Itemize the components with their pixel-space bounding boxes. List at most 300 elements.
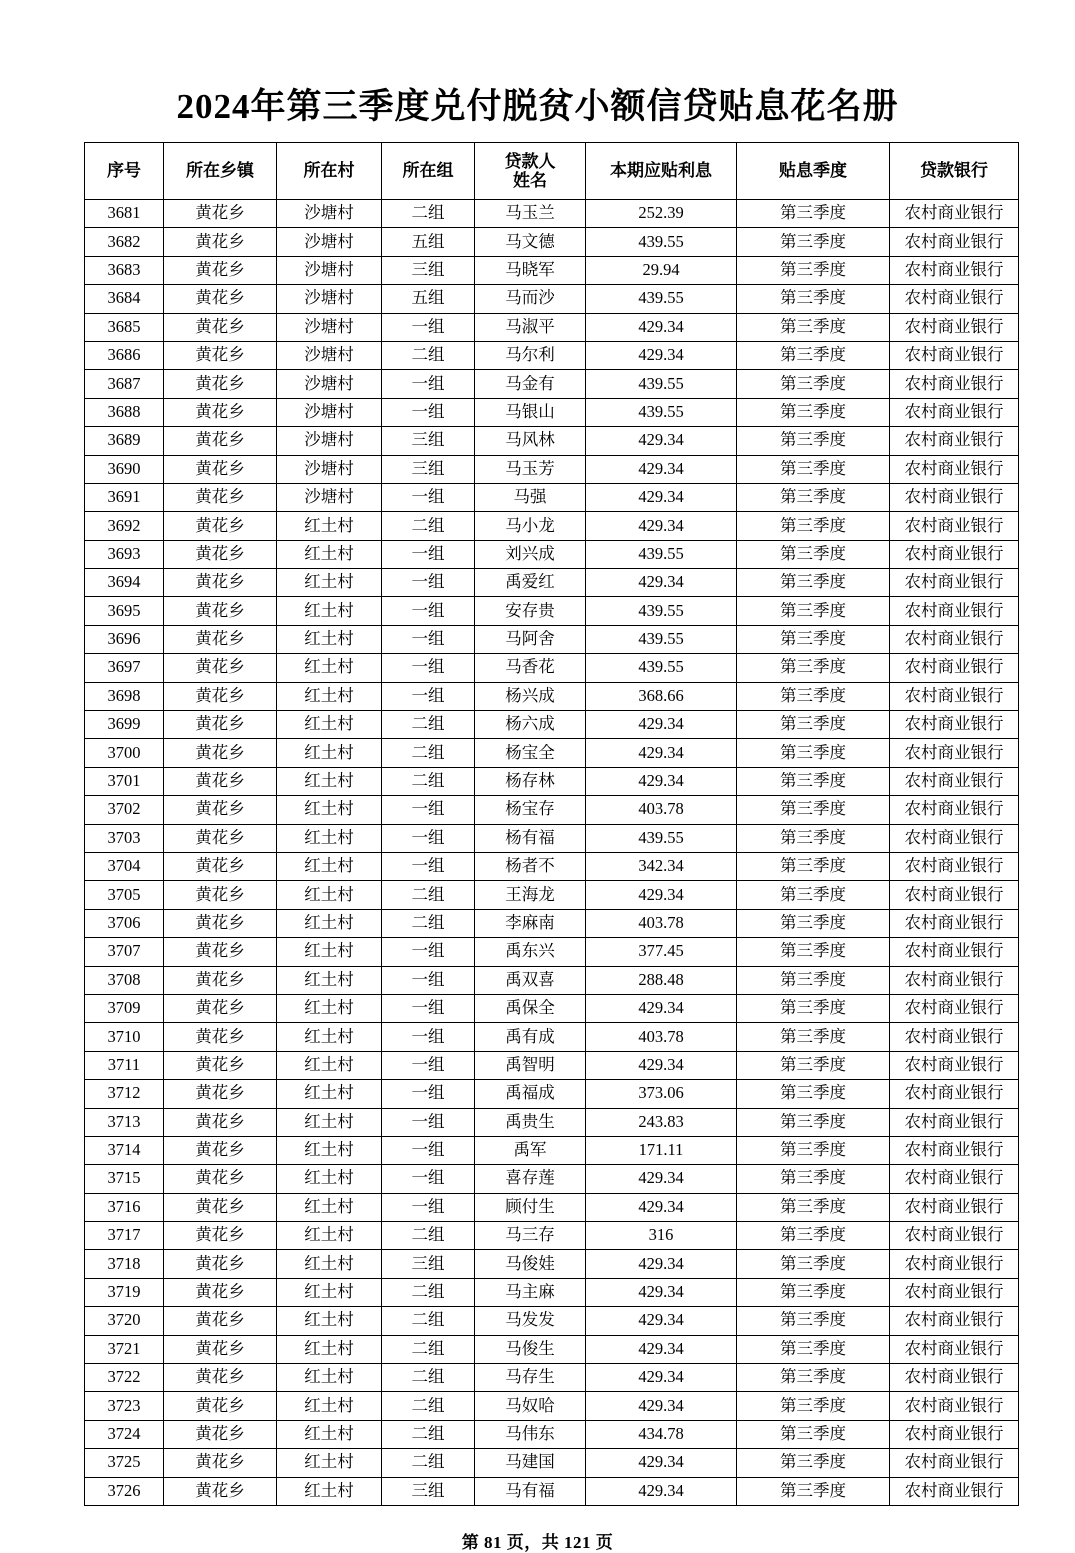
cell-borrower-name: 马奴哈 (475, 1392, 586, 1420)
cell-season: 第三季度 (737, 569, 890, 597)
cell-amount: 429.34 (586, 1449, 737, 1477)
cell-village: 红土村 (277, 1364, 382, 1392)
cell-season: 第三季度 (737, 200, 890, 228)
cell-bank: 农村商业银行 (890, 256, 1019, 284)
table-row (85, 200, 1019, 228)
cell-no: 3699 (85, 711, 164, 739)
cell-group: 一组 (382, 938, 475, 966)
cell-group: 一组 (382, 597, 475, 625)
cell-bank: 农村商业银行 (890, 200, 1019, 228)
cell-amount: 439.55 (586, 625, 737, 653)
cell-no: 3720 (85, 1307, 164, 1335)
cell-town: 黄花乡 (164, 1477, 277, 1505)
cell-no: 3695 (85, 597, 164, 625)
cell-group: 一组 (382, 1165, 475, 1193)
cell-borrower-name: 杨者不 (475, 852, 586, 880)
cell-village: 红土村 (277, 1335, 382, 1363)
cell-group: 一组 (382, 483, 475, 511)
cell-borrower-name: 马玉芳 (475, 455, 586, 483)
cell-season: 第三季度 (737, 256, 890, 284)
table-row (85, 1165, 1019, 1193)
cell-no: 3684 (85, 285, 164, 313)
cell-town: 黄花乡 (164, 228, 277, 256)
cell-town: 黄花乡 (164, 597, 277, 625)
table-row (85, 370, 1019, 398)
column-header-town: 所在乡镇 (164, 143, 277, 200)
cell-village: 红土村 (277, 994, 382, 1022)
cell-amount: 429.34 (586, 739, 737, 767)
cell-group: 一组 (382, 625, 475, 653)
cell-borrower-name: 杨宝全 (475, 739, 586, 767)
cell-no: 3698 (85, 682, 164, 710)
table-row (85, 398, 1019, 426)
column-header-amount: 本期应贴利息 (586, 143, 737, 200)
cell-season: 第三季度 (737, 767, 890, 795)
cell-season: 第三季度 (737, 824, 890, 852)
cell-amount: 429.34 (586, 994, 737, 1022)
table-row (85, 1250, 1019, 1278)
cell-no: 3704 (85, 852, 164, 880)
cell-amount: 439.55 (586, 540, 737, 568)
cell-borrower-name: 马强 (475, 483, 586, 511)
cell-bank: 农村商业银行 (890, 313, 1019, 341)
cell-village: 红土村 (277, 909, 382, 937)
cell-amount: 342.34 (586, 852, 737, 880)
cell-borrower-name: 禹东兴 (475, 938, 586, 966)
cell-borrower-name: 马风林 (475, 427, 586, 455)
cell-amount: 429.34 (586, 1477, 737, 1505)
table-row (85, 1420, 1019, 1448)
cell-amount: 429.34 (586, 427, 737, 455)
cell-village: 红土村 (277, 796, 382, 824)
table-row (85, 682, 1019, 710)
table-row (85, 512, 1019, 540)
cell-amount: 439.55 (586, 285, 737, 313)
cell-amount: 403.78 (586, 1023, 737, 1051)
cell-season: 第三季度 (737, 228, 890, 256)
cell-amount: 439.55 (586, 824, 737, 852)
column-header-borrower-name-line2: 姓名 (513, 171, 547, 190)
cell-no: 3724 (85, 1420, 164, 1448)
cell-bank: 农村商业银行 (890, 654, 1019, 682)
cell-town: 黄花乡 (164, 1250, 277, 1278)
cell-village: 红土村 (277, 824, 382, 852)
cell-village: 红土村 (277, 625, 382, 653)
cell-town: 黄花乡 (164, 881, 277, 909)
cell-season: 第三季度 (737, 654, 890, 682)
cell-season: 第三季度 (737, 483, 890, 511)
cell-amount: 368.66 (586, 682, 737, 710)
table-row (85, 1136, 1019, 1164)
cell-bank: 农村商业银行 (890, 1222, 1019, 1250)
cell-amount: 439.55 (586, 370, 737, 398)
cell-amount: 316 (586, 1222, 737, 1250)
cell-season: 第三季度 (737, 1278, 890, 1306)
cell-no: 3715 (85, 1165, 164, 1193)
cell-town: 黄花乡 (164, 824, 277, 852)
cell-amount: 252.39 (586, 200, 737, 228)
table-row (85, 1449, 1019, 1477)
cell-no: 3689 (85, 427, 164, 455)
cell-bank: 农村商业银行 (890, 852, 1019, 880)
cell-town: 黄花乡 (164, 682, 277, 710)
cell-no: 3702 (85, 796, 164, 824)
cell-group: 三组 (382, 1477, 475, 1505)
cell-borrower-name: 马俊生 (475, 1335, 586, 1363)
cell-no: 3710 (85, 1023, 164, 1051)
cell-borrower-name: 杨六成 (475, 711, 586, 739)
cell-village: 红土村 (277, 569, 382, 597)
table-row (85, 569, 1019, 597)
column-header-season: 贴息季度 (737, 143, 890, 200)
cell-no: 3708 (85, 966, 164, 994)
cell-bank: 农村商业银行 (890, 767, 1019, 795)
cell-town: 黄花乡 (164, 1364, 277, 1392)
table-row (85, 1023, 1019, 1051)
cell-bank: 农村商业银行 (890, 398, 1019, 426)
cell-borrower-name: 安存贵 (475, 597, 586, 625)
table-row (85, 455, 1019, 483)
cell-borrower-name: 马阿舍 (475, 625, 586, 653)
cell-borrower-name: 杨宝存 (475, 796, 586, 824)
cell-no: 3725 (85, 1449, 164, 1477)
cell-season: 第三季度 (737, 512, 890, 540)
cell-season: 第三季度 (737, 1307, 890, 1335)
cell-group: 三组 (382, 256, 475, 284)
cell-village: 沙塘村 (277, 285, 382, 313)
cell-town: 黄花乡 (164, 1449, 277, 1477)
cell-no: 3685 (85, 313, 164, 341)
cell-village: 红土村 (277, 654, 382, 682)
cell-group: 二组 (382, 1278, 475, 1306)
cell-group: 一组 (382, 1023, 475, 1051)
cell-village: 红土村 (277, 1392, 382, 1420)
cell-borrower-name: 顾付生 (475, 1193, 586, 1221)
cell-no: 3692 (85, 512, 164, 540)
cell-town: 黄花乡 (164, 1392, 277, 1420)
cell-no: 3703 (85, 824, 164, 852)
cell-village: 红土村 (277, 512, 382, 540)
cell-bank: 农村商业银行 (890, 1193, 1019, 1221)
cell-amount: 429.34 (586, 1364, 737, 1392)
column-header-borrower-name (475, 143, 586, 200)
cell-no: 3711 (85, 1051, 164, 1079)
cell-season: 第三季度 (737, 1392, 890, 1420)
cell-borrower-name: 禹智明 (475, 1051, 586, 1079)
cell-season: 第三季度 (737, 597, 890, 625)
column-header-bank: 贷款银行 (890, 143, 1019, 200)
cell-group: 二组 (382, 1222, 475, 1250)
cell-group: 一组 (382, 540, 475, 568)
cell-town: 黄花乡 (164, 398, 277, 426)
cell-village: 沙塘村 (277, 455, 382, 483)
cell-borrower-name: 禹福成 (475, 1080, 586, 1108)
cell-group: 一组 (382, 1108, 475, 1136)
table-row (85, 1051, 1019, 1079)
cell-season: 第三季度 (737, 1080, 890, 1108)
cell-season: 第三季度 (737, 1136, 890, 1164)
cell-no: 3697 (85, 654, 164, 682)
cell-village: 红土村 (277, 711, 382, 739)
cell-borrower-name: 刘兴成 (475, 540, 586, 568)
cell-amount: 429.34 (586, 1250, 737, 1278)
cell-group: 一组 (382, 654, 475, 682)
cell-no: 3706 (85, 909, 164, 937)
cell-season: 第三季度 (737, 540, 890, 568)
table-row (85, 341, 1019, 369)
cell-amount: 439.55 (586, 654, 737, 682)
cell-amount: 429.34 (586, 455, 737, 483)
cell-bank: 农村商业银行 (890, 909, 1019, 937)
cell-no: 3701 (85, 767, 164, 795)
cell-town: 黄花乡 (164, 512, 277, 540)
cell-village: 红土村 (277, 682, 382, 710)
cell-no: 3714 (85, 1136, 164, 1164)
cell-season: 第三季度 (737, 682, 890, 710)
cell-group: 一组 (382, 1051, 475, 1079)
cell-borrower-name: 马有福 (475, 1477, 586, 1505)
cell-town: 黄花乡 (164, 1222, 277, 1250)
cell-bank: 农村商业银行 (890, 370, 1019, 398)
cell-borrower-name: 马淑平 (475, 313, 586, 341)
cell-amount: 429.34 (586, 1051, 737, 1079)
cell-town: 黄花乡 (164, 540, 277, 568)
cell-amount: 403.78 (586, 909, 737, 937)
cell-borrower-name: 喜存莲 (475, 1165, 586, 1193)
cell-season: 第三季度 (737, 852, 890, 880)
cell-borrower-name: 王海龙 (475, 881, 586, 909)
cell-town: 黄花乡 (164, 1023, 277, 1051)
cell-no: 3726 (85, 1477, 164, 1505)
cell-village: 沙塘村 (277, 427, 382, 455)
cell-amount: 403.78 (586, 796, 737, 824)
table-header-row (85, 143, 1019, 200)
table-row (85, 966, 1019, 994)
cell-no: 3721 (85, 1335, 164, 1363)
cell-bank: 农村商业银行 (890, 1364, 1019, 1392)
cell-village: 红土村 (277, 1278, 382, 1306)
table-body (85, 200, 1019, 1506)
table-row (85, 1278, 1019, 1306)
cell-village: 红土村 (277, 1080, 382, 1108)
cell-group: 一组 (382, 313, 475, 341)
table-row (85, 881, 1019, 909)
cell-village: 沙塘村 (277, 370, 382, 398)
cell-amount: 429.34 (586, 711, 737, 739)
cell-bank: 农村商业银行 (890, 483, 1019, 511)
cell-no: 3693 (85, 540, 164, 568)
cell-town: 黄花乡 (164, 938, 277, 966)
cell-season: 第三季度 (737, 1051, 890, 1079)
table-row (85, 739, 1019, 767)
table-row (85, 654, 1019, 682)
cell-season: 第三季度 (737, 1165, 890, 1193)
cell-bank: 农村商业银行 (890, 1449, 1019, 1477)
cell-group: 二组 (382, 1364, 475, 1392)
cell-bank: 农村商业银行 (890, 711, 1019, 739)
cell-no: 3707 (85, 938, 164, 966)
cell-amount: 243.83 (586, 1108, 737, 1136)
cell-amount: 171.11 (586, 1136, 737, 1164)
table-row (85, 597, 1019, 625)
cell-village: 红土村 (277, 1023, 382, 1051)
cell-borrower-name: 禹爱红 (475, 569, 586, 597)
cell-bank: 农村商业银行 (890, 1051, 1019, 1079)
cell-season: 第三季度 (737, 938, 890, 966)
cell-town: 黄花乡 (164, 285, 277, 313)
cell-group: 二组 (382, 1335, 475, 1363)
cell-group: 二组 (382, 909, 475, 937)
cell-bank: 农村商业银行 (890, 938, 1019, 966)
cell-village: 红土村 (277, 1307, 382, 1335)
page-title: 2024年第三季度兑付脱贫小额信贷贴息花名册 (176, 87, 899, 126)
cell-season: 第三季度 (737, 711, 890, 739)
table-row (85, 852, 1019, 880)
cell-bank: 农村商业银行 (890, 540, 1019, 568)
cell-bank: 农村商业银行 (890, 1477, 1019, 1505)
cell-no: 3683 (85, 256, 164, 284)
cell-borrower-name: 马尔利 (475, 341, 586, 369)
cell-no: 3691 (85, 483, 164, 511)
cell-village: 红土村 (277, 597, 382, 625)
cell-group: 二组 (382, 739, 475, 767)
cell-season: 第三季度 (737, 625, 890, 653)
cell-amount: 429.34 (586, 767, 737, 795)
cell-season: 第三季度 (737, 1222, 890, 1250)
cell-bank: 农村商业银行 (890, 739, 1019, 767)
cell-town: 黄花乡 (164, 370, 277, 398)
page-footer: 第 81 页，共 121 页 (461, 1532, 614, 1552)
cell-borrower-name: 马发发 (475, 1307, 586, 1335)
cell-group: 一组 (382, 824, 475, 852)
table-row (85, 313, 1019, 341)
cell-group: 二组 (382, 711, 475, 739)
cell-village: 红土村 (277, 1193, 382, 1221)
cell-no: 3722 (85, 1364, 164, 1392)
cell-town: 黄花乡 (164, 569, 277, 597)
cell-village: 沙塘村 (277, 256, 382, 284)
cell-season: 第三季度 (737, 1193, 890, 1221)
cell-borrower-name: 杨存林 (475, 767, 586, 795)
cell-town: 黄花乡 (164, 1136, 277, 1164)
table-row (85, 1193, 1019, 1221)
cell-borrower-name: 禹有成 (475, 1023, 586, 1051)
cell-village: 红土村 (277, 881, 382, 909)
cell-group: 一组 (382, 966, 475, 994)
table-row (85, 1222, 1019, 1250)
cell-group: 二组 (382, 767, 475, 795)
cell-village: 红土村 (277, 1051, 382, 1079)
cell-group: 二组 (382, 1307, 475, 1335)
cell-town: 黄花乡 (164, 455, 277, 483)
table-row (85, 1080, 1019, 1108)
cell-town: 黄花乡 (164, 1307, 277, 1335)
cell-bank: 农村商业银行 (890, 512, 1019, 540)
cell-group: 一组 (382, 994, 475, 1022)
cell-amount: 288.48 (586, 966, 737, 994)
cell-season: 第三季度 (737, 1477, 890, 1505)
cell-borrower-name: 杨兴成 (475, 682, 586, 710)
cell-group: 三组 (382, 1250, 475, 1278)
table-row (85, 767, 1019, 795)
cell-no: 3700 (85, 739, 164, 767)
cell-group: 二组 (382, 1420, 475, 1448)
subsidy-roster-table (84, 142, 1019, 1506)
cell-group: 五组 (382, 228, 475, 256)
cell-group: 二组 (382, 1392, 475, 1420)
cell-town: 黄花乡 (164, 341, 277, 369)
cell-season: 第三季度 (737, 994, 890, 1022)
cell-no: 3709 (85, 994, 164, 1022)
cell-no: 3716 (85, 1193, 164, 1221)
cell-season: 第三季度 (737, 1335, 890, 1363)
cell-borrower-name: 禹双喜 (475, 966, 586, 994)
cell-town: 黄花乡 (164, 966, 277, 994)
cell-borrower-name: 马香花 (475, 654, 586, 682)
cell-group: 一组 (382, 1080, 475, 1108)
cell-no: 3719 (85, 1278, 164, 1306)
cell-amount: 429.34 (586, 1278, 737, 1306)
cell-season: 第三季度 (737, 739, 890, 767)
cell-no: 3688 (85, 398, 164, 426)
cell-season: 第三季度 (737, 1420, 890, 1448)
cell-village: 沙塘村 (277, 200, 382, 228)
cell-village: 红土村 (277, 540, 382, 568)
cell-town: 黄花乡 (164, 654, 277, 682)
cell-no: 3681 (85, 200, 164, 228)
cell-bank: 农村商业银行 (890, 994, 1019, 1022)
cell-borrower-name: 马玉兰 (475, 200, 586, 228)
cell-amount: 434.78 (586, 1420, 737, 1448)
table-row (85, 427, 1019, 455)
cell-amount: 439.55 (586, 398, 737, 426)
cell-borrower-name: 马俊娃 (475, 1250, 586, 1278)
table-row (85, 1364, 1019, 1392)
table-row (85, 540, 1019, 568)
cell-town: 黄花乡 (164, 739, 277, 767)
column-header-borrower-name-line1: 贷款人 (504, 151, 556, 171)
cell-amount: 429.34 (586, 569, 737, 597)
cell-group: 三组 (382, 455, 475, 483)
cell-group: 三组 (382, 427, 475, 455)
cell-group: 一组 (382, 569, 475, 597)
cell-amount: 429.34 (586, 1307, 737, 1335)
cell-town: 黄花乡 (164, 852, 277, 880)
cell-season: 第三季度 (737, 1250, 890, 1278)
cell-season: 第三季度 (737, 313, 890, 341)
cell-borrower-name: 杨有福 (475, 824, 586, 852)
cell-bank: 农村商业银行 (890, 1392, 1019, 1420)
table-row (85, 256, 1019, 284)
cell-bank: 农村商业银行 (890, 1023, 1019, 1051)
cell-season: 第三季度 (737, 796, 890, 824)
cell-borrower-name: 禹军 (475, 1136, 586, 1164)
cell-no: 3686 (85, 341, 164, 369)
table-row (85, 625, 1019, 653)
cell-bank: 农村商业银行 (890, 682, 1019, 710)
cell-bank: 农村商业银行 (890, 966, 1019, 994)
cell-no: 3696 (85, 625, 164, 653)
cell-group: 二组 (382, 200, 475, 228)
cell-village: 红土村 (277, 1250, 382, 1278)
cell-village: 红土村 (277, 1477, 382, 1505)
table-row (85, 483, 1019, 511)
cell-bank: 农村商业银行 (890, 1307, 1019, 1335)
cell-town: 黄花乡 (164, 1335, 277, 1363)
cell-season: 第三季度 (737, 285, 890, 313)
cell-group: 五组 (382, 285, 475, 313)
cell-town: 黄花乡 (164, 1420, 277, 1448)
